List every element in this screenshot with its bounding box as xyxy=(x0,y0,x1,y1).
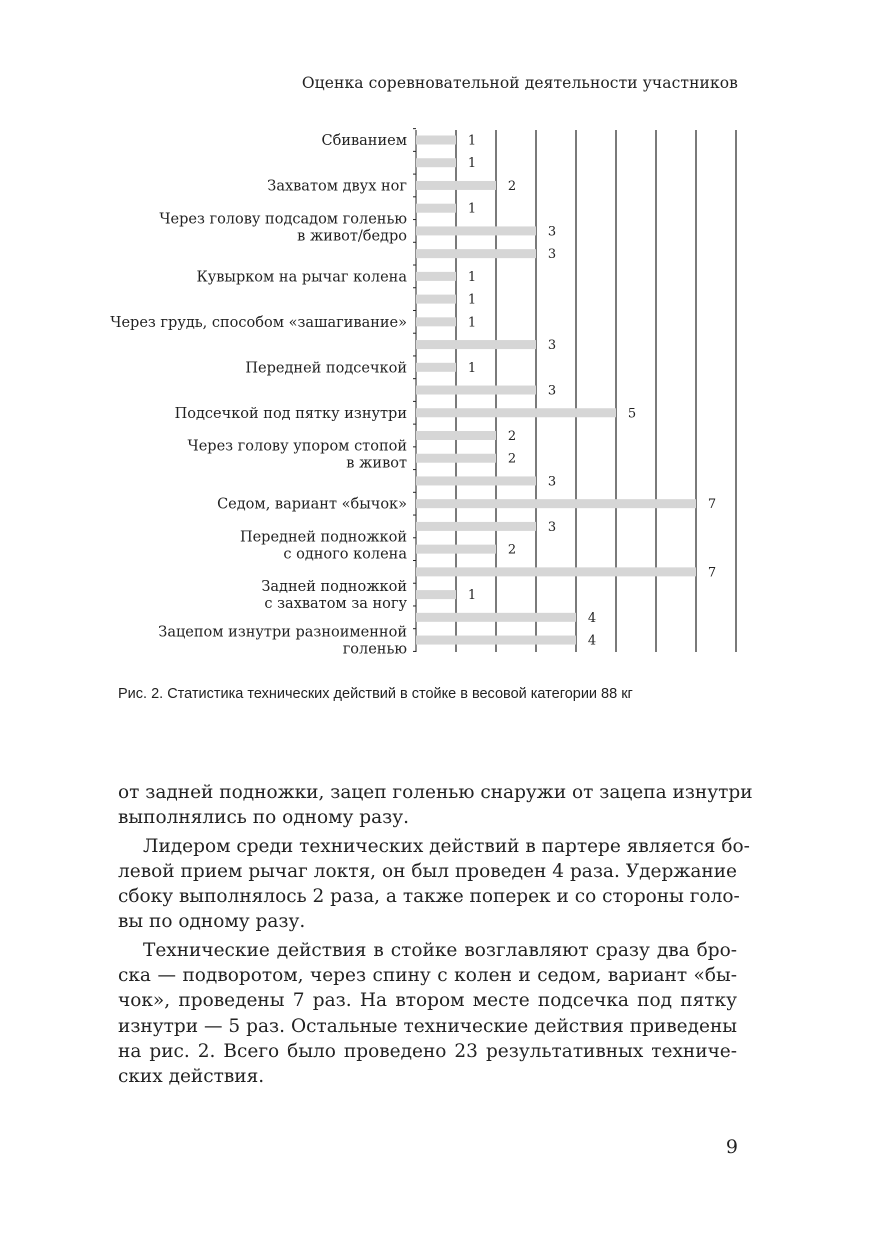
category-label: Через грудь, способом «зашагивание» xyxy=(110,314,407,331)
category-label: Задней подножкой xyxy=(261,579,407,596)
running-header: Оценка соревновательной деятельности участников xyxy=(301,74,738,92)
bar xyxy=(416,226,536,235)
figure-caption: Рис. 2. Статистика технических действий в стойке в весовой категории 88 кг xyxy=(118,686,633,702)
data-label: 3 xyxy=(547,247,557,263)
category-label: Кувырком на рычаг колена xyxy=(196,269,407,286)
data-label: 1 xyxy=(467,201,477,217)
category-label: Передней подсечкой xyxy=(245,360,407,377)
bar xyxy=(416,408,616,417)
category-label: Через голову подсадом голенью xyxy=(159,211,407,228)
category-label: Седом, вариант «бычок» xyxy=(217,496,407,513)
bar xyxy=(416,567,696,576)
data-label: 2 xyxy=(507,428,517,444)
data-label: 7 xyxy=(707,497,717,513)
text-line: ска — подворотом, через спину с колен и седом, вариант «бы- xyxy=(118,965,737,987)
text-line: Технические действия в стойке возглавляют сразу два бро- xyxy=(143,939,737,961)
data-label: 5 xyxy=(627,406,637,422)
bar xyxy=(416,499,696,508)
data-label: 1 xyxy=(467,360,477,376)
bar xyxy=(416,340,536,349)
bar xyxy=(416,636,576,645)
text-line: левой прием рычаг локтя, он был проведен 4 раза. Удержание xyxy=(118,860,737,882)
category-label: Захватом двух ног xyxy=(267,178,407,195)
bar xyxy=(416,204,456,213)
data-label: 3 xyxy=(547,474,557,490)
bar xyxy=(416,158,456,167)
text-line: на рис. 2. Всего было проведено 23 результативных техниче- xyxy=(118,1040,737,1062)
text-line: ских действия. xyxy=(118,1066,265,1088)
bar xyxy=(416,454,496,463)
bar xyxy=(416,317,456,326)
text-line: сбоку выполнялось 2 раза, а также поперек и со стороны голо- xyxy=(118,886,740,908)
category-label: голенью xyxy=(342,641,407,658)
data-label: 1 xyxy=(467,315,477,331)
category-label: с захватом за ногу xyxy=(264,596,407,613)
bar xyxy=(416,522,536,531)
paragraph xyxy=(118,780,753,831)
paragraph xyxy=(118,938,737,1090)
category-label: Через голову упором стопой xyxy=(187,438,407,455)
category-label: в живот/бедро xyxy=(297,228,407,245)
data-label: 1 xyxy=(467,269,477,285)
text-line: чок», проведены 7 раз. На втором месте подсечка под пятку xyxy=(118,990,737,1012)
text-line: вы по одному разу. xyxy=(118,911,306,933)
page-number: 9 xyxy=(725,1136,738,1158)
data-label: 2 xyxy=(507,542,517,558)
bar xyxy=(416,249,536,258)
bar xyxy=(416,613,576,622)
paragraph xyxy=(118,834,750,935)
text-line: Лидером среди технических действий в партере является бо- xyxy=(143,835,750,857)
bar xyxy=(416,295,456,304)
data-label: 4 xyxy=(587,633,597,649)
bar xyxy=(416,363,456,372)
bar xyxy=(416,386,536,395)
data-label: 3 xyxy=(547,338,557,354)
data-label: 4 xyxy=(587,610,597,626)
data-label: 1 xyxy=(467,588,477,604)
data-label: 1 xyxy=(467,292,477,308)
bar xyxy=(416,431,496,440)
text-line: от задней подножки, зацеп голенью снаружи от зацепа изнутри xyxy=(118,782,753,803)
bar xyxy=(416,590,456,599)
bar xyxy=(416,545,496,554)
data-label: 2 xyxy=(507,451,517,467)
bar xyxy=(416,181,496,190)
data-label: 2 xyxy=(507,178,517,194)
category-label: Подсечкой под пятку изнутри xyxy=(174,405,407,422)
bar xyxy=(416,476,536,485)
bar xyxy=(416,272,456,281)
category-label: Зацепом изнутри разноименной xyxy=(158,624,407,641)
category-label: с одного колена xyxy=(283,546,407,563)
text-line: изнутри — 5 раз. Остальные технические действия приведены xyxy=(118,1015,737,1037)
category-label: в живот xyxy=(346,455,407,472)
body-text xyxy=(118,780,753,1093)
data-label: 3 xyxy=(547,383,557,399)
bar xyxy=(416,136,456,145)
category-label: Передней подножкой xyxy=(239,529,407,546)
category-label: Сбиванием xyxy=(321,133,407,149)
text-line: выполнялись по одному разу. xyxy=(118,807,409,829)
data-label: 3 xyxy=(547,519,557,535)
data-label: 1 xyxy=(467,133,477,149)
data-label: 7 xyxy=(707,565,717,581)
data-label: 1 xyxy=(467,156,477,172)
data-label: 3 xyxy=(547,224,557,240)
